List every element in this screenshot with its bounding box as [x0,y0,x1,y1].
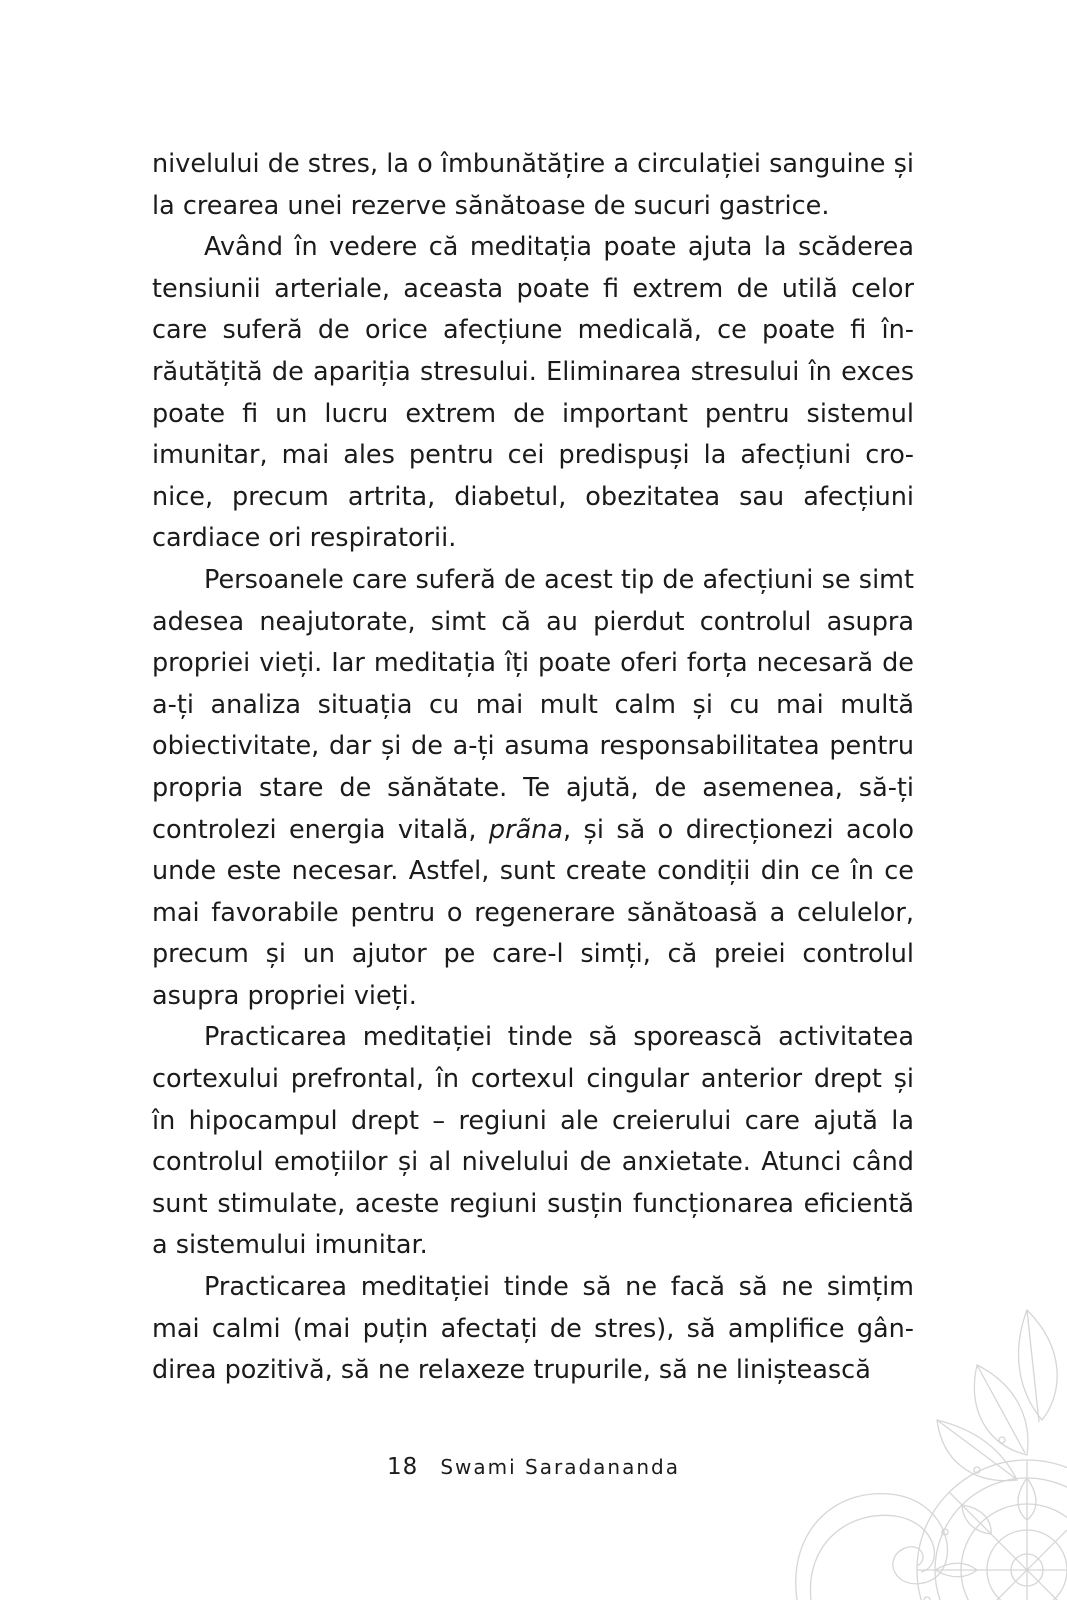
paragraph: nivelului de stres, la o îmbunătățire a circulației sanguine și la crearea unei rezerve sănătoase de sucuri gastrice. [152,149,914,221]
author-name: Swami Saradananda [440,1455,680,1479]
paragraph-text: , și să o direcționezi acolo unde este necesar. Astfel, sunt create condiții din ce în ce mai favorabile pentru o regenerare sănătoasă a celulelor, precum și un ajutor pe care-l simți, că preiei controlul asupra propriei vieți. [152,814,914,1011]
mandala-ornament-icon [777,1270,1067,1600]
paragraph: Practicarea meditației tinde să sporească activitatea cortexului prefrontal, în cortexul cingular anterior drept și în hipocampul drept – regiuni ale creierului care ajută la controlul emoțiilor și al nivelului de anxietate. Atunci când sunt stimulate, aceste regiuni susțin funcționarea eficientă a sistemului imunitar. [152,1022,914,1261]
paragraph: Având în vedere că meditația poate ajuta la scăderea tensiunii arteriale, aceasta poate fi extrem de utilă celor care suferă de orice afecțiune medicală, ce poate fi înrăutățită de apariția stresului. Eliminarea stresului în exces poate fi un lucru extrem de important pentru sistemul imunitar, mai ales pentru cei predispuși la afecțiuni cronice, precum artrita, diabetul, obezitatea sau afecțiuni cardiace ori respiratorii. [152,232,914,554]
body-text [152,144,914,1392]
page-number: 18 [387,1454,419,1480]
italic-term: prãna [488,814,564,845]
paragraph-text: Persoanele care suferă de acest tip de afecțiuni se simt adesea neajutorate, simt că au pierdut controlul asupra propriei vieți. Iar meditația îți poate oferi forța necesară de a-ți analiza situația cu mai mult calm și cu mai multă obiectivitate, dar și de a-ți asuma responsabilitatea pentru propria stare de sănătate. Te ajută, de asemenea, să-ți controlezi energia vitală, [152,564,914,845]
paragraph [152,560,914,1018]
paragraph: Practicarea meditației tinde să ne facă să ne simțim mai calmi (mai puțin afectați de stres), să amplifice gândirea pozitivă, să ne relaxeze trupurile, să ne liniștească [152,1272,914,1386]
